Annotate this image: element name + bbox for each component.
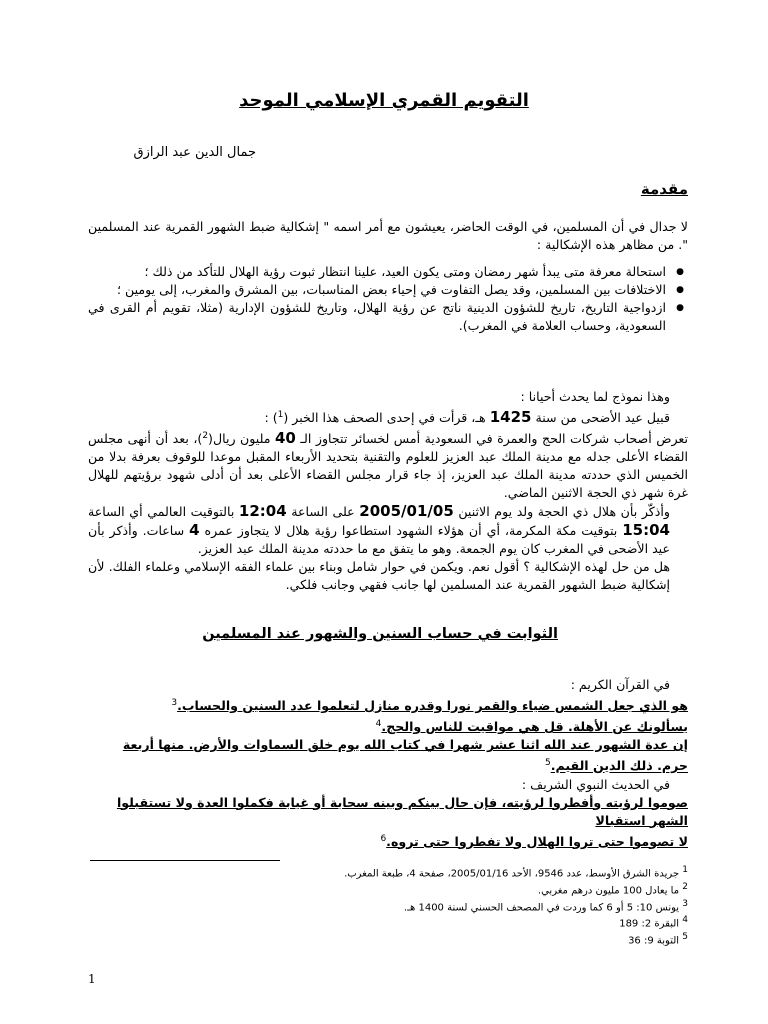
footnote-item	[268, 931, 688, 948]
footnote-text: ما يعادل 100 مليون درهم مغربي.	[537, 885, 680, 897]
author-name: جمال الدين عبد الرازق	[133, 145, 256, 160]
time-mecca-value: 15:04	[622, 521, 670, 540]
text-span: هـ، قرأت في إحدى الصحف هذا الخبر (	[283, 410, 490, 426]
sources-section	[88, 676, 688, 851]
text-span: ساعات. وأذكر بأن عيد الأضحى في المغرب كان يوم الجمعة. وهو ما يتفق مع ما حددته مدينة الملك عبد العزيز.	[88, 523, 670, 557]
verse-item	[88, 736, 688, 775]
time-utc-value: 12:04	[238, 502, 287, 521]
verse-item	[88, 694, 688, 715]
footnote-number: 4	[682, 915, 688, 926]
footnote-number: 3	[682, 898, 688, 909]
text-span: على الساعة	[286, 504, 360, 520]
footnote-item	[268, 864, 688, 881]
document-title: التقويم القمري الإسلامي الموحد	[239, 90, 529, 111]
footnote-ref: 3	[171, 698, 178, 708]
hadith-item	[88, 830, 688, 851]
footnote-text: التوبة 9: 36	[628, 935, 680, 947]
section-heading: الثوابت في حساب السنين والشهور عند المسلمين	[202, 626, 558, 642]
text-span: بالتوقيت العالمي أي الساعة	[88, 504, 239, 520]
text-span: وأذكّر بأن هلال ذي الحجة ولد يوم الاثنين	[453, 504, 670, 520]
footnote-ref: 2	[202, 431, 209, 442]
footnote-ref: 5	[544, 758, 551, 769]
verse-text: إن عدة الشهور عند الله اثنا عشر شهرا في كتاب الله يوم خلق السماوات والأرض. منها أربعة حرم. ذلك الدين القيم.	[122, 737, 688, 774]
footnote-divider	[90, 860, 280, 861]
footnotes	[268, 864, 688, 948]
text-span: تعرض أصحاب شركات الحج والعمرة في السعودية أمس لخسائر تتجاوز الـ	[295, 431, 688, 447]
text-span: بتوقيت مكة المكرمة، أي أن هؤلاء الشهود استطاعوا رؤية هلال لا يتجاوز عمره	[199, 523, 623, 539]
footnote-text: البقرة 2: 189	[619, 918, 680, 930]
year-value: 1425	[489, 408, 532, 427]
text-span: ) :	[264, 410, 278, 426]
date-value: 2005/01/05	[359, 502, 454, 521]
text-span: قبيل عيد الأضحى من سنة	[531, 410, 670, 426]
moon-paragraph	[88, 502, 688, 558]
footnote-number: 2	[682, 881, 688, 892]
text-span: مليون ريال(	[208, 431, 275, 447]
list-item: ● استحالة معرفة متى يبدأ شهر رمضان ومتى يكون العيد، علينا انتظار ثبوت رؤية الهلال للتأكد من ذلك ؛	[88, 263, 688, 281]
footnote-item	[268, 881, 688, 898]
intro-paragraph: لا جدال في أن المسلمين، في الوقت الحاضر، يعيشون مع أمر اسمه " إشكالية ضبط الشهور القمرية عند المسلمين ". من مظاهر هذه الإشكالية :	[88, 219, 688, 252]
verse-text: هو الذي جعل الشمس ضياء والقمر نورا وقدره منازل لتعلموا عدد السنين والحساب.	[177, 698, 688, 714]
hadith-item	[88, 794, 688, 830]
verse-item	[88, 715, 688, 736]
footnote-text: جريدة الشرق الأوسط، عدد 9546، الأحد 2005/01/16، صفحة 4، طبعة المغرب.	[344, 868, 680, 880]
list-item: ● الاختلافات بين المسلمين، وقد يصل التفاوت في إحياء بعض المناسبات، بين المشرق والمغرب، إلى يومين ؛	[88, 281, 688, 299]
intro-heading: مقدمة	[640, 180, 688, 198]
issues-list	[88, 263, 688, 335]
footnote-ref: 4	[375, 719, 382, 730]
hours-value: 4	[189, 521, 200, 540]
news-intro-line	[88, 406, 688, 427]
verse-text: يسألونك عن الأهلة. قل هي مواقيت للناس والحج.	[381, 719, 688, 735]
footnote-ref: 6	[380, 833, 387, 844]
list-item: ● ازدواجية التاريخ، تاريخ للشؤون الدينية ناتج عن رؤية الهلال، وتاريخ للشؤون الإدارية (مثلا، تقويم أم القرى في السعودية، وحساب العلامة في المغرب).	[88, 299, 688, 335]
footnote-ref: 1	[277, 410, 284, 420]
quran-intro: في القرآن الكريم :	[570, 677, 670, 692]
solution-paragraph: هل من حل لهذه الإشكالية ؟ أقول نعم. ويكمن في حوار شامل وبناء بين علماء الفقه الإسلامي وعلماء الفلك. لأن إشكالية ضبط الشهور القمرية عند المسلمين لها جانب فقهي وجانب فلكي.	[88, 559, 670, 593]
page-number: 1	[88, 972, 96, 986]
news-quote	[88, 427, 688, 502]
footnote-text: يونس 10: 5 أو 6 كما وردت في المصحف الحسني لسنة 1400 هـ.	[403, 901, 680, 913]
example-intro: وهذا نموذج لما يحدث أحيانا :	[520, 389, 670, 404]
amount-value: 40	[275, 429, 296, 448]
hadith-intro: في الحديث النبوي الشريف :	[521, 776, 670, 792]
hadith-text: لا تصوموا حتى تروا الهلال ولا تفطروا حتى تروه.	[386, 833, 688, 849]
footnote-number: 1	[682, 865, 688, 875]
news-section	[88, 388, 688, 594]
footnote-number: 5	[682, 932, 688, 943]
footnote-item	[268, 914, 688, 931]
hadith-text: صوموا لرؤيته وأفطروا لرؤيته، فإن حال بينكم وبينه سحابة أو غيابة فكملوا العدة ولا تستقبلوا الشهر استقبالا	[116, 794, 688, 828]
text-span: )، بعد أن أنهى مجلس القضاء الأعلى جدله مع مدينة الملك عبد العزيز للعلوم والتقنية بتحديد الأربعاء المقبل موعدا للوقوف بعرفة بدلا من الخميس الذي حددته مدينة الملك عبد العزيز، إذ جاء قرار مجلس القضاء الأعلى بعد أن أدلى شهود برؤيتهم للهلال غرة شهر ذي الحجة الاثنين الماضي.	[88, 431, 688, 501]
footnote-item	[268, 898, 688, 915]
